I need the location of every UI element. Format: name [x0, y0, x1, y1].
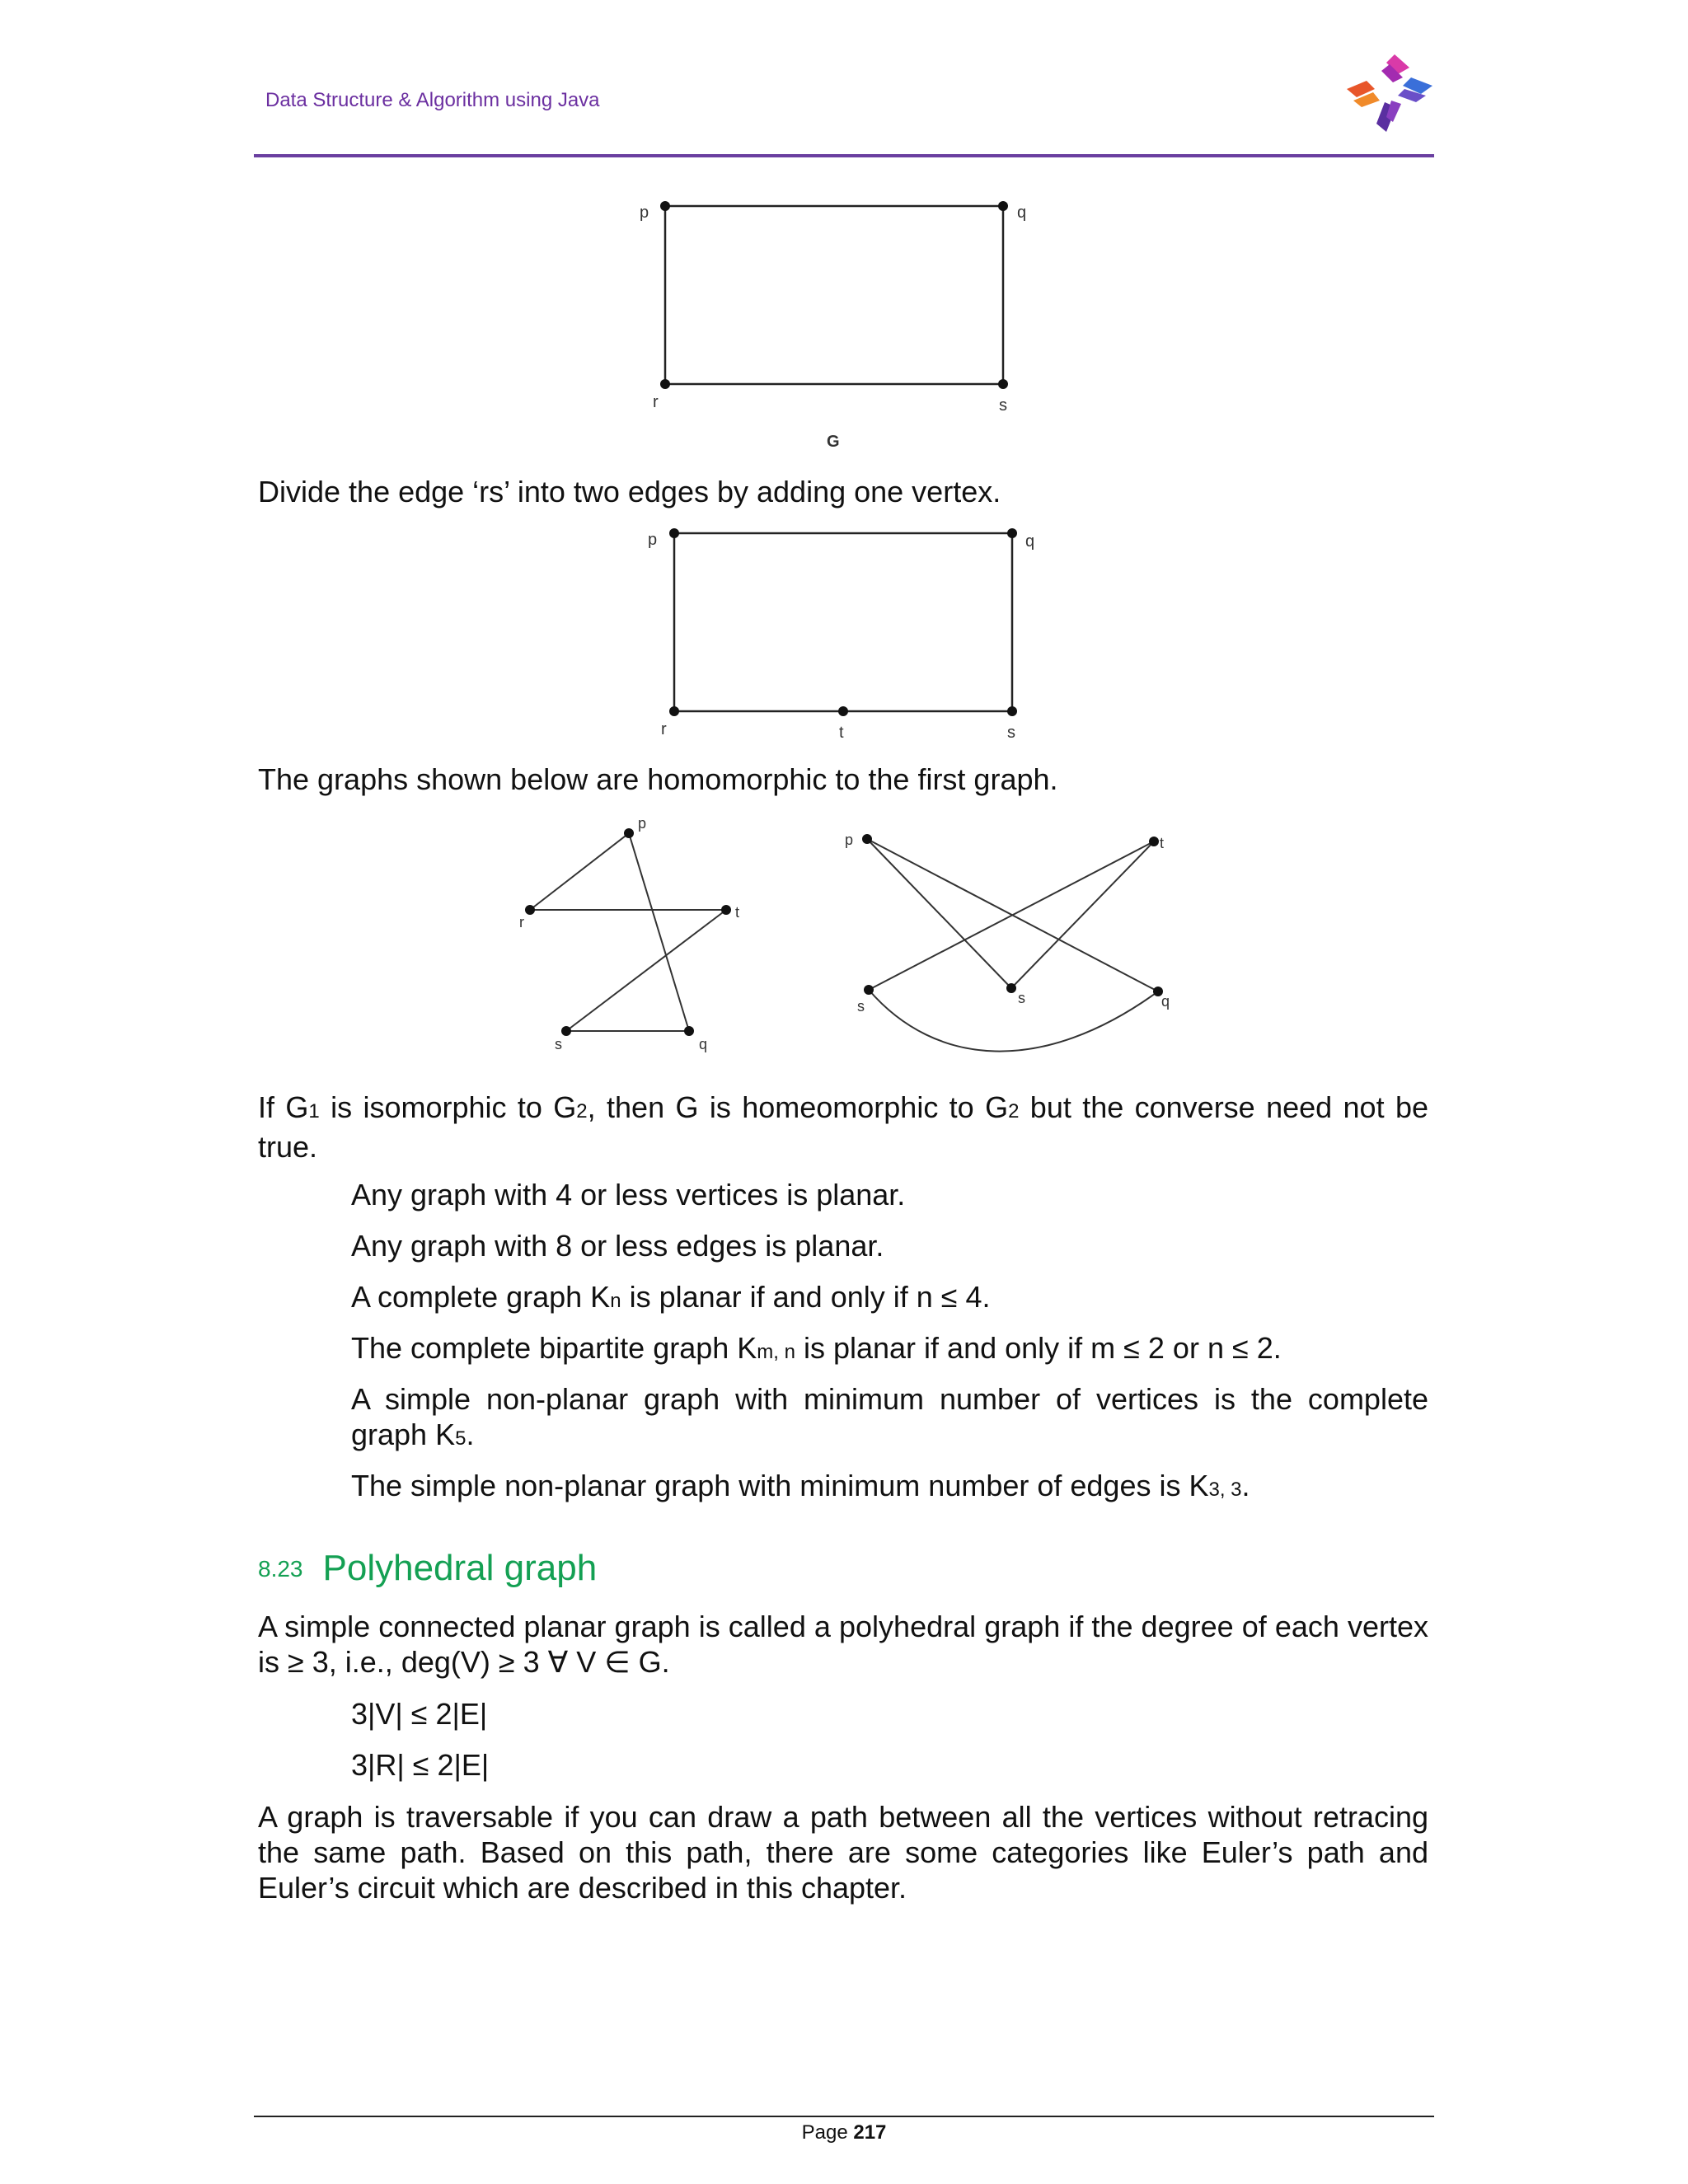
graph-vertex — [1007, 528, 1017, 538]
vertex-label-t: t — [1160, 835, 1165, 851]
list-item-sub: m, n — [757, 1341, 795, 1363]
list-item-text: is planar if and only if m ≤ 2 or n ≤ 2. — [795, 1331, 1282, 1365]
homomorphic-graph-right-figure — [837, 820, 1191, 1076]
list-item-text: The complete bipartite graph K — [351, 1331, 757, 1365]
vertex-label-s: s — [857, 998, 865, 1015]
vertex-label-q: q — [1161, 993, 1170, 1010]
vertex-label-p: p — [640, 204, 649, 222]
vertex-label-q: q — [699, 1036, 708, 1052]
vertex-label-s: s — [999, 396, 1007, 415]
section-heading — [258, 1548, 597, 1589]
list-item — [351, 1279, 1428, 1319]
page-footer — [0, 2121, 1688, 2144]
vertex-label-s: s — [1007, 724, 1015, 742]
page-number: 217 — [853, 2121, 887, 2144]
vertex-label-p: p — [638, 815, 647, 832]
vertex-label-s: s — [1018, 990, 1025, 1006]
formula-vertices: 3|V| ≤ 2|E| — [351, 1697, 488, 1731]
vertex-label-r: r — [653, 393, 659, 411]
section-title: Polyhedral graph — [322, 1548, 598, 1588]
list-item — [351, 1468, 1428, 1507]
publisher-logo-icon — [1343, 53, 1434, 135]
graph-vertex — [669, 528, 679, 538]
formula-regions: 3|R| ≤ 2|E| — [351, 1748, 490, 1782]
homomorphic-text: The graphs shown below are homomorphic to the first graph. — [258, 762, 1058, 796]
graph-vertex — [684, 1026, 694, 1036]
iso-text-2: is isomorphic to G — [319, 1090, 577, 1124]
footer-rule — [254, 2116, 1434, 2117]
graph-g-figure — [626, 190, 1071, 462]
list-item-text: The simple non-planar graph with minimum number of edges is K — [351, 1469, 1209, 1502]
vertex-label-s: s — [555, 1036, 562, 1052]
subdivided-graph-figure — [635, 515, 1063, 750]
header-rule — [254, 154, 1434, 157]
graph-vertex — [998, 379, 1008, 389]
graph-vertex — [660, 379, 670, 389]
polyhedral-paragraph: A simple connected planar graph is called a polyhedral graph if the degree of each vertex is ≥ 3, i.e., deg(V) ≥ 3 ∀ V ∈ G. — [258, 1610, 1428, 1679]
graph-vertex — [561, 1026, 571, 1036]
vertex-label-q: q — [1017, 204, 1027, 222]
list-item-text: A complete graph K — [351, 1280, 611, 1314]
graph-vertex — [1149, 837, 1159, 846]
section-number: 8.23 — [258, 1556, 303, 1582]
list-item-sub: 5 — [455, 1427, 467, 1450]
graph-vertex — [721, 905, 731, 915]
homomorphic-graph-left-figure — [503, 812, 758, 1055]
running-header-title: Data Structure & Algorithm using Java — [265, 89, 600, 111]
traversable-paragraph: A graph is traversable if you can draw a path between all the vertices without retracing the same path. Based on this path, there are some categories like Euler’s path and Euler’s circuit which are described in this chapter. — [258, 1800, 1428, 1905]
iso-sub-2: 2 — [576, 1100, 588, 1122]
list-item-text: is planar if and only if n ≤ 4. — [621, 1280, 991, 1314]
list-item — [351, 1381, 1428, 1456]
page-label: Page — [801, 2121, 848, 2144]
list-item — [351, 1330, 1428, 1370]
divide-edge-text: Divide the edge ‘rs’ into two edges by adding one vertex. — [258, 475, 1001, 509]
list-item: Any graph with 4 or less vertices is planar. — [351, 1178, 906, 1212]
isomorphic-paragraph — [258, 1090, 1428, 1165]
vertex-label-r: r — [661, 720, 667, 738]
iso-sub-1: 1 — [308, 1100, 320, 1122]
graph-vertex — [660, 201, 670, 211]
iso-text-3: , then G is homeomorphic to G — [587, 1090, 1009, 1124]
graph-vertex — [525, 905, 535, 915]
vertex-label-t: t — [839, 724, 844, 742]
list-item: Any graph with 8 or less edges is planar. — [351, 1229, 884, 1263]
graph-vertex — [624, 828, 634, 838]
list-item-text: . — [1241, 1469, 1250, 1502]
list-item-text: . — [466, 1418, 475, 1451]
graph-caption: G — [827, 433, 840, 451]
list-item-sub: n — [610, 1290, 621, 1312]
graph-vertex — [1007, 706, 1017, 716]
graph-vertex — [862, 834, 872, 844]
list-item-text: A simple non-planar graph with minimum number of vertices is the complete graph K — [351, 1382, 1428, 1451]
graph-vertex — [1006, 983, 1016, 993]
graph-vertex — [864, 985, 874, 995]
vertex-label-q: q — [1025, 532, 1035, 551]
iso-text-4: but the converse need not be true. — [258, 1090, 1428, 1164]
graph-vertex — [838, 706, 848, 716]
iso-text-1: If G — [258, 1090, 309, 1124]
graph-vertex — [669, 706, 679, 716]
vertex-label-r: r — [519, 914, 524, 930]
vertex-label-t: t — [735, 904, 740, 921]
list-item-sub: 3, 3 — [1208, 1479, 1242, 1501]
graph-vertex — [998, 201, 1008, 211]
vertex-label-p: p — [845, 832, 854, 848]
vertex-label-p: p — [648, 531, 658, 549]
iso-sub-3: 2 — [1008, 1100, 1020, 1122]
